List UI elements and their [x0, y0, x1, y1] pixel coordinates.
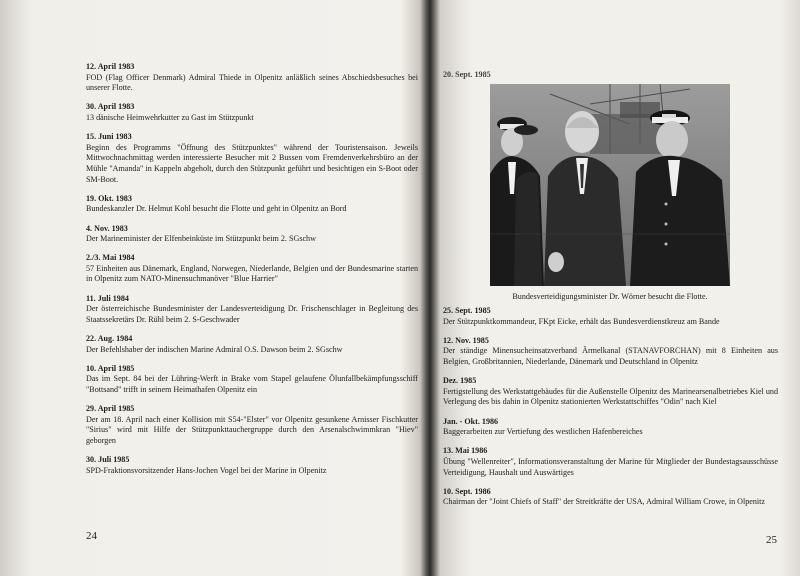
entry-text: Der Marineminister der Elfenbeinküste im Stützpunkt beim 2. SGschw: [86, 234, 316, 244]
entry-text: Fertigstellung des Werkstattgebäudes für die Außenstelle Olpenitz des Marinearsenalbetriebes Kiel und Verlegung des bis dahin in Olpenitz stationierten Werkstattschiffes "Odin" nach Kiel: [443, 386, 778, 407]
entry-text: Der am 18. April nach einer Kollision mit S54-"Elster" vor Olpenitz gesunkene Arnisser Fischkutter "Sirius" wird mit Hilfe der Stützpunkttauchergruppe durch den Arsenalschwimmkran "Hiev" geborgen: [86, 414, 418, 445]
entry-date: 10. Sept. 1986: [443, 486, 491, 496]
photo: [490, 84, 730, 286]
entry-text: Der ständige Minensucheinsatzverband Ärmelkanal (STANAVFORCHAN) mit 8 Einheiten aus Belgien, Großbritannien, Niederlande, Dänemark und Deutschland in Olpenitz: [443, 346, 778, 366]
entry-date: 11. Juli 1984: [86, 293, 129, 303]
photo-entry-date: 20. Sept. 1985: [443, 70, 491, 79]
entry-text: Beginn des Programms "Öffnung des Stützpunktes" während der Touristensaison. Jeweils Mittwochnachmittag werden interessierte Besucher mit 2 Bussen vom Fremdenverkehrsbüro an der Mühle "Amanda" in Kappeln abgeholt, durch den Stützpunkt geführt und besichtigen ein S-Boot oder SM-Boot.: [86, 142, 418, 184]
chronicle-entry: [86, 294, 418, 326]
entry-text: Der Stützpunktkommandeur, FKpt Eicke, erhält das Bundesverdienstkreuz am Bande: [443, 316, 720, 326]
entry-text: Der Befehlshaber der indischen Marine Admiral O.S. Dawson beim 2. SGschw: [86, 344, 343, 354]
photo-caption: Bundesverteidigungsminister Dr. Wörner besucht die Flotte.: [512, 292, 708, 301]
entry-date: 15. Juni 1983: [86, 132, 132, 142]
entry-date: 19. Okt. 1983: [86, 193, 132, 203]
entry-text: Chairman der "Joint Chiefs of Staff" der Streitkräfte der USA, Admiral William Crowe, in Olpenitz: [443, 497, 766, 507]
entry-text: 57 Einheiten aus Dänemark, England, Norwegen, Niederlande, Belgien und der Bundesmarine starten in Olpenitz zum NATO-Minensuchmanöver "Blue Harrier": [86, 263, 418, 284]
entry-date: 29. April 1985: [86, 404, 135, 414]
entry-date: Dez. 1985: [443, 376, 477, 386]
chronicle-entry: [443, 336, 778, 368]
chronicle-entry: [443, 376, 778, 408]
entry-date: 12. Nov. 1985: [443, 335, 489, 345]
entry-text: FOD (Flag Officer Denmark) Admiral Thiede in Olpenitz anläßlich seines Abschiedsbesuches bei unserer Flotte.: [86, 72, 418, 93]
entry-text: 13 dänische Heimwehrkutter zu Gast im Stützpunkt: [86, 112, 254, 122]
entry-date: 13. Mai 1986: [443, 446, 488, 456]
chronicle-entry: [86, 102, 418, 123]
chronicle-entry: [86, 194, 418, 215]
entry-date: 30. Juli 1985: [86, 455, 130, 465]
chronicle-entry: [443, 306, 778, 327]
entry-date: Jan. - Okt. 1986: [443, 416, 499, 426]
entry-date: 10. April 1985: [86, 363, 135, 373]
entry-date: 25. Sept. 1985: [443, 306, 491, 315]
entry-text: Bundeskanzler Dr. Helmut Kohl besucht die Flotte und geht in Olpenitz an Bord: [86, 204, 347, 214]
chronicle-entry: [86, 334, 418, 355]
chronicle-entry: [86, 404, 418, 446]
chronicle-entry: [443, 446, 778, 478]
entry-date: 2./3. Mai 1984: [86, 253, 135, 263]
photo-image: [490, 84, 730, 286]
chronicle-entry: [86, 224, 418, 245]
entry-date: 30. April 1983: [86, 102, 135, 112]
page-number: 25: [766, 534, 777, 546]
right-page-entries: [443, 306, 778, 516]
chronicle-entry: [86, 455, 418, 476]
entry-date: 22. Aug. 1984: [86, 334, 133, 344]
chronicle-entry: [86, 132, 418, 185]
chronicle-entry: [443, 487, 778, 508]
entry-text: Baggerarbeiten zur Vertiefung des westlichen Hafenbereiches: [443, 427, 643, 437]
chronicle-entry: [86, 62, 418, 94]
entry-text: Das im Sept. 84 bei der Lühring-Werft in Brake vom Stapel gelaufene Ölunfallbekämpfungsschiff "Bottsand" trifft in seinem Heimathafen Olpenitz ein: [86, 374, 418, 394]
chronicle-entry: [443, 417, 778, 438]
chronicle-entry: [86, 364, 418, 396]
entry-text: Übung "Wellenreiter", Informationsveranstaltung der Marine für Mitglieder der Bundestagsausschüsse Verteidigung, Haushalt und Auswärtiges: [443, 456, 778, 477]
chronicle-entry: [86, 253, 418, 285]
entry-text: Der österreichische Bundesminister der Landesverteidigung Dr. Frischenschlager in Begleitung des Staatssekretärs Dr. Rühl beim 2. S-Geschwader: [86, 304, 418, 324]
entry-date: 4. Nov. 1983: [86, 223, 128, 233]
entry-text: SPD-Fraktionsvorsitzender Hans-Jochen Vogel bei der Marine in Olpenitz: [86, 465, 327, 475]
entry-date: 12. April 1983: [86, 62, 135, 71]
left-page-entries: [86, 62, 418, 485]
page-number: 24: [86, 530, 97, 542]
